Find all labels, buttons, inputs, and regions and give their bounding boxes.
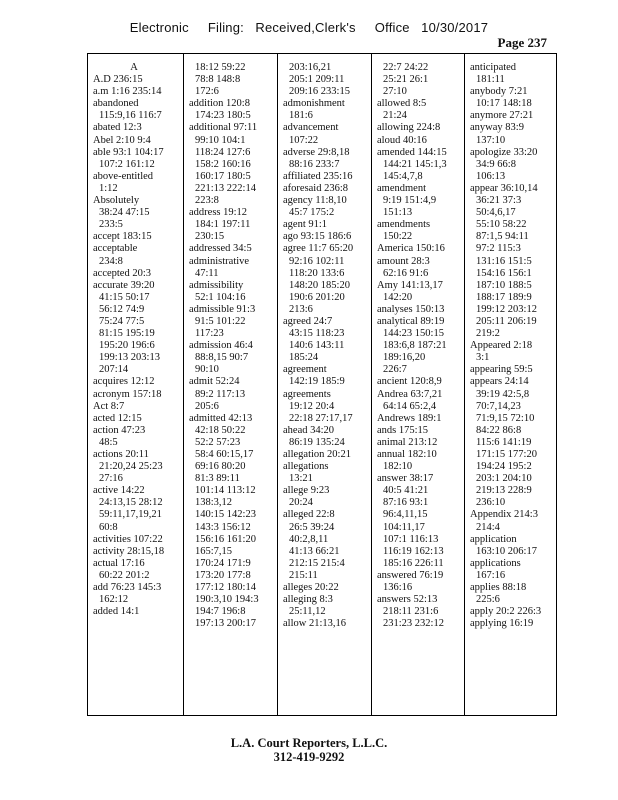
index-entry-continuation: 218:11 231:6 — [383, 606, 439, 618]
index-entry: able 93:1 104:17 — [93, 146, 164, 158]
index-entry-continuation: 234:8 — [99, 255, 123, 267]
index-entry: abated 12:3 — [93, 122, 142, 134]
index-entry-continuation: 60:22 201:2 — [99, 569, 150, 581]
index-entry-continuation: 64:14 65:2,4 — [383, 400, 437, 412]
index-entry-continuation: 226:7 — [383, 364, 407, 376]
index-entry-continuation: 75:24 77:5 — [99, 315, 145, 327]
index-entry: addressed 34:5 — [189, 243, 252, 255]
index-entry-continuation: 58:4 60:15,17 — [195, 449, 254, 460]
index-entry: ago 93:15 186:6 — [283, 231, 352, 243]
index-entry-continuation: 194:7 196:8 — [195, 606, 246, 618]
index-entry-continuation: 25:11,12 — [289, 606, 326, 618]
index-entry-continuation: 24:13,15 28:12 — [99, 497, 163, 509]
index-entry: actual 17:16 — [93, 557, 145, 569]
index-column-2 — [183, 54, 277, 715]
index-entry-continuation: 25:21 26:1 — [383, 74, 429, 86]
index-entry-continuation: 140:6 143:11 — [289, 340, 345, 352]
index-entry-continuation: 138:3,12 — [195, 497, 233, 509]
index-entry: aforesaid 236:8 — [283, 182, 349, 194]
page-number: Page 237 — [497, 35, 547, 50]
index-entry: admissibility — [189, 279, 244, 291]
index-entry-continuation: 203:1 204:10 — [476, 473, 532, 485]
index-entry-continuation: 22:7 24:22 — [383, 62, 429, 73]
index-entry-continuation: 165:7,15 — [195, 545, 233, 557]
index-entry-continuation: 213:6 — [289, 303, 313, 315]
index-entry-continuation: 177:12 180:14 — [195, 582, 256, 594]
index-entry: acceptable — [93, 243, 138, 255]
index-entry: addition 120:8 — [189, 98, 250, 110]
index-entry-continuation: 81:3 89:11 — [195, 473, 240, 485]
index-entry: action 47:23 — [93, 424, 146, 436]
index-entry-continuation: 118:24 127:6 — [195, 146, 251, 158]
index-entry: allow 21:13,16 — [283, 618, 346, 630]
index-entry-continuation: 172:6 — [195, 86, 219, 98]
index-entry: appears 24:14 — [470, 376, 529, 388]
index-entry-continuation: 181:6 — [289, 110, 313, 122]
index-entry-continuation: 45:7 175:2 — [289, 207, 335, 219]
index-entry: administrative — [189, 255, 250, 267]
index-entry-continuation: 223:8 — [195, 195, 219, 207]
index-entry: Andrews 189:1 — [377, 412, 442, 424]
index-entry: allege 9:23 — [283, 485, 330, 497]
index-entry: applications — [470, 557, 521, 569]
index-entry-continuation: 55:10 58:22 — [476, 219, 527, 231]
index-entry-continuation: 142:20 — [383, 291, 413, 303]
index-entry: agency 11:8,10 — [283, 195, 347, 207]
index-entry: above-entitled — [93, 170, 154, 182]
index-entry-continuation: 137:10 — [476, 134, 506, 146]
index-entry: appearing 59:5 — [470, 364, 533, 376]
index-entry-continuation: 18:12 59:22 — [195, 62, 246, 73]
index-entry-continuation: 40:5 41:21 — [383, 485, 429, 497]
index-entry-continuation: 36:21 37:3 — [476, 195, 522, 207]
index-entry-continuation: 167:16 — [476, 569, 506, 581]
index-entry-continuation: 92:16 102:11 — [289, 255, 345, 267]
index-entry: amount 28:3 — [377, 255, 430, 267]
index-entry-continuation: 187:10 188:5 — [476, 279, 532, 291]
index-column-3 — [277, 54, 371, 715]
index-entry: application — [470, 533, 517, 545]
index-entry: Absolutely — [93, 195, 140, 207]
index-entry: admissible 91:3 — [189, 303, 256, 315]
index-entry-continuation: 27:10 — [383, 86, 407, 98]
index-entry-continuation: 91:5 101:22 — [195, 315, 246, 327]
index-entry-continuation: 163:10 206:17 — [476, 545, 537, 557]
index-entry: apply 20:2 226:3 — [470, 606, 542, 618]
index-entry: accurate 39:20 — [93, 279, 155, 291]
index-entry-continuation: 199:13 203:13 — [99, 352, 160, 364]
index-entry-continuation: 26:5 39:24 — [289, 521, 335, 533]
index-entry: add 76:23 145:3 — [93, 582, 162, 594]
index-entry: Abel 2:10 9:4 — [93, 134, 151, 146]
index-entry: anyway 83:9 — [470, 122, 524, 134]
index-entry-continuation: 20:24 — [289, 497, 313, 509]
index-entry: agent 91:1 — [283, 219, 328, 231]
index-entry-continuation: 47:11 — [195, 267, 219, 279]
index-entry-continuation: 107:2 161:12 — [99, 158, 155, 170]
index-entry-continuation: 136:16 — [383, 582, 413, 594]
index-entry-continuation: 143:3 156:12 — [195, 521, 251, 533]
index-entry-continuation: 173:20 177:8 — [195, 569, 251, 581]
index-entry: allegation 20:21 — [283, 449, 351, 460]
index-entry-continuation: 162:12 — [99, 594, 129, 606]
index-entry: ands 175:15 — [377, 424, 429, 436]
index-entry: allowing 224:8 — [377, 122, 441, 134]
index-entry-continuation: 3:1 — [476, 352, 490, 364]
index-entry-continuation: 181:11 — [476, 74, 505, 86]
index-entry-continuation: 203:16,21 — [289, 62, 332, 73]
index-entry-continuation: 189:16,20 — [383, 352, 426, 364]
index-entry-continuation: 188:17 189:9 — [476, 291, 532, 303]
index-entry-continuation: 60:8 — [99, 521, 118, 533]
index-entry-continuation: 52:2 57:23 — [195, 436, 241, 448]
index-entry-continuation: 107:1 116:13 — [383, 533, 439, 545]
index-entry: answer 38:17 — [377, 473, 434, 485]
index-entry-continuation: 71:9,15 72:10 — [476, 412, 535, 424]
court-reporter-phone: 312-419-9292 — [273, 750, 345, 764]
index-entry-continuation: 194:24 195:2 — [476, 461, 532, 473]
index-entry-continuation: 86:19 135:24 — [289, 436, 345, 448]
index-entry-continuation: 13:21 — [289, 473, 313, 485]
index-entry-continuation: 185:16 226:11 — [383, 557, 444, 569]
index-entry-continuation: 88:8,15 90:7 — [195, 352, 249, 364]
index-entry-continuation: 171:15 177:20 — [476, 449, 537, 460]
index-entry: anybody 7:21 — [470, 86, 528, 98]
index-entry: Appendix 214:3 — [470, 509, 538, 521]
index-entry: Appeared 2:18 — [470, 340, 533, 352]
index-entry-continuation: 140:15 142:23 — [195, 509, 256, 521]
index-entry: advancement — [283, 122, 339, 134]
index-entry-continuation: 97:2 115:3 — [476, 243, 521, 255]
index-entry-continuation: 96:4,11,15 — [383, 509, 428, 521]
index-entry-continuation: 221:13 222:14 — [195, 182, 256, 194]
index-entry: admission 46:4 — [189, 340, 253, 352]
index-entry-continuation: 52:1 104:16 — [195, 291, 246, 303]
index-entry: apologize 33:20 — [470, 146, 538, 158]
index-entry-continuation: 236:10 — [476, 497, 506, 509]
index-entry: address 19:12 — [189, 207, 248, 219]
index-entry-continuation: 50:4,6,17 — [476, 207, 516, 219]
index-entry-continuation: 62:16 91:6 — [383, 267, 429, 279]
index-entry-continuation: 233:5 — [99, 219, 123, 231]
index-entry-continuation: 148:20 185:20 — [289, 279, 350, 291]
index-entry-continuation: 116:19 162:13 — [383, 545, 444, 557]
index-entry-continuation: 190:3,10 194:3 — [195, 594, 259, 606]
index-entry-continuation: 43:15 118:23 — [289, 328, 345, 340]
index-entry-continuation: 115:6 141:19 — [476, 436, 532, 448]
index-entry: appear 36:10,14 — [470, 182, 538, 194]
index-entry-continuation: 34:9 66:8 — [476, 158, 516, 170]
index-entry: aloud 40:16 — [377, 134, 427, 146]
index-entry-continuation: 231:23 232:12 — [383, 618, 444, 630]
index-entry: acquires 12:12 — [93, 376, 155, 388]
index-entry-continuation: 78:8 148:8 — [195, 74, 241, 86]
index-entry-continuation: 38:24 47:15 — [99, 207, 150, 219]
index-entry: activities 107:22 — [93, 533, 163, 545]
index-entry: agreed 24:7 — [283, 315, 333, 327]
index-entry: amendments — [377, 219, 431, 231]
index-column-4 — [371, 54, 464, 715]
index-entry-continuation: 145:4,7,8 — [383, 170, 423, 182]
index-entry: alleges 20:22 — [283, 582, 339, 594]
index-entry-continuation: 19:12 20:4 — [289, 400, 335, 412]
index-entry-continuation: 184:1 197:11 — [195, 219, 251, 231]
index-entry: animal 213:12 — [377, 436, 438, 448]
index-entry-continuation: 142:19 185:9 — [289, 376, 345, 388]
index-entry: answered 76:19 — [377, 569, 444, 581]
index-entry-continuation: 197:13 200:17 — [195, 618, 256, 630]
index-entry-continuation: 90:10 — [195, 364, 219, 376]
index-entry: annual 182:10 — [377, 449, 437, 460]
index-entry-continuation: 88:16 233:7 — [289, 158, 340, 170]
index-entry: ahead 34:20 — [283, 424, 335, 436]
index-entry: abandoned — [93, 98, 139, 110]
index-entry: anticipated — [470, 62, 517, 73]
index-entry-continuation: 84:22 86:8 — [476, 424, 522, 436]
index-entry: actions 20:11 — [93, 449, 149, 460]
index-entry: admonishment — [283, 98, 345, 110]
index-entry-continuation: 150:22 — [383, 231, 413, 243]
index-entry-continuation: 205:11 206:19 — [476, 315, 537, 327]
index-entry: amended 144:15 — [377, 146, 447, 158]
index-entry-continuation: 212:15 215:4 — [289, 557, 345, 569]
index-entry-continuation: 158:2 160:16 — [195, 158, 251, 170]
index-entry-continuation: 101:14 113:12 — [195, 485, 256, 497]
index-entry: analyses 150:13 — [377, 303, 445, 315]
index-entry: A.D 236:15 — [93, 74, 143, 86]
index-section-letter: A — [130, 62, 138, 73]
index-entry-continuation: 185:24 — [289, 352, 319, 364]
index-entry-continuation: 106:13 — [476, 170, 506, 182]
index-entry-continuation: 219:13 228:9 — [476, 485, 532, 497]
index-entry-continuation: 195:20 196:6 — [99, 340, 155, 352]
index-entry-continuation: 131:16 151:5 — [476, 255, 532, 267]
index-entry-continuation: 10:17 148:18 — [476, 98, 532, 110]
index-entry: ancient 120:8,9 — [377, 376, 442, 388]
index-entry-continuation: 160:17 180:5 — [195, 170, 251, 182]
court-reporter-name: L.A. Court Reporters, L.L.C. — [230, 736, 388, 750]
index-entry: applying 16:19 — [470, 618, 534, 630]
index-entry: applies 88:18 — [470, 582, 527, 594]
index-entry-continuation: 69:16 80:20 — [195, 461, 246, 473]
index-entry-continuation: 183:6,8 187:21 — [383, 340, 447, 352]
index-entry-continuation: 22:18 27:17,17 — [289, 412, 353, 424]
index-entry: alleging 8:3 — [283, 594, 333, 606]
index-entry-continuation: 42:18 50:22 — [195, 424, 246, 436]
index-entry: anymore 27:21 — [470, 110, 534, 122]
index-entry-continuation: 87:16 93:1 — [383, 497, 429, 509]
index-entry-continuation: 59:11,17,19,21 — [99, 509, 162, 521]
index-entry-continuation: 156:16 161:20 — [195, 533, 256, 545]
index-entry-continuation: 182:10 — [383, 461, 413, 473]
index-entry: Act 8:7 — [93, 400, 125, 412]
index-entry-continuation: 205:1 209:11 — [289, 74, 345, 86]
index-entry: America 150:16 — [377, 243, 445, 255]
index-entry-continuation: 115:9,16 116:7 — [99, 110, 162, 122]
index-entry: a.m 1:16 235:14 — [93, 86, 162, 98]
index-entry-continuation: 154:16 156:1 — [476, 267, 532, 279]
index-entry-continuation: 56:12 74:9 — [99, 303, 145, 315]
index-entry: accept 183:15 — [93, 231, 152, 243]
index-entry: added 14:1 — [93, 606, 140, 618]
index-entry-continuation: 225:6 — [476, 594, 500, 606]
index-entry: acronym 157:18 — [93, 388, 162, 400]
index-column-5 — [464, 54, 556, 715]
index-entry-continuation: 89:2 117:13 — [195, 388, 246, 400]
index-entry-continuation: 41:15 50:17 — [99, 291, 150, 303]
index-entry-continuation: 214:4 — [476, 521, 500, 533]
index-entry-continuation: 170:24 171:9 — [195, 557, 251, 569]
index-entry-continuation: 21:20,24 25:23 — [99, 461, 163, 473]
index-entry: alleged 22:8 — [283, 509, 335, 521]
index-entry: Andrea 63:7,21 — [377, 388, 443, 400]
index-entry: answers 52:13 — [377, 594, 438, 606]
index-entry-continuation: 207:14 — [99, 364, 129, 376]
index-entry-continuation: 40:2,8,11 — [289, 533, 329, 545]
index-entry: allowed 8:5 — [377, 98, 427, 110]
index-entry-continuation: 151:13 — [383, 207, 413, 219]
index-entry-continuation: 9:19 151:4,9 — [383, 195, 437, 207]
index-entry-continuation: 81:15 195:19 — [99, 328, 155, 340]
index-entry-continuation: 87:1,5 94:11 — [476, 231, 529, 243]
index-entry: analytical 89:19 — [377, 315, 445, 327]
index-entry-continuation: 144:21 145:1,3 — [383, 158, 447, 170]
index-entry-continuation: 199:12 203:12 — [476, 303, 537, 315]
index-column-1 — [88, 54, 183, 715]
index-entry-continuation: 118:20 133:6 — [289, 267, 345, 279]
index-entry: agreements — [283, 388, 331, 400]
index-entry-continuation: 107:22 — [289, 134, 319, 146]
index-entry: activity 28:15,18 — [93, 545, 165, 557]
electronic-filing-header: Electronic Filing: Received,Clerk's Office 10/30/2017 — [129, 20, 489, 35]
index-entry-continuation: 21:24 — [383, 110, 407, 122]
index-entry-continuation: 27:16 — [99, 473, 123, 485]
index-entry: additional 97:11 — [189, 122, 258, 134]
index-entry-continuation: 174:23 180:5 — [195, 110, 251, 122]
index-entry: Amy 141:13,17 — [377, 279, 443, 291]
index-entry: accepted 20:3 — [93, 267, 152, 279]
index-entry-continuation: 230:15 — [195, 231, 225, 243]
index-entry-continuation: 117:23 — [195, 328, 224, 340]
index-entry: acted 12:15 — [93, 412, 142, 424]
index-entry-continuation: 70:7,14,23 — [476, 400, 521, 412]
index-entry-continuation: 219:2 — [476, 328, 500, 340]
index-entry-continuation: 190:6 201:20 — [289, 291, 345, 303]
index-entry-continuation: 144:23 150:15 — [383, 328, 444, 340]
index-entry: agreement — [283, 364, 327, 376]
index-entry-continuation: 205:6 — [195, 400, 219, 412]
index-entry: affiliated 235:16 — [283, 170, 353, 182]
index-entry-continuation: 104:11,17 — [383, 521, 425, 533]
index-entry-continuation: 209:16 233:15 — [289, 86, 350, 98]
index-entry: active 14:22 — [93, 485, 145, 497]
index-entry-continuation: 215:11 — [289, 569, 318, 581]
index-entry: allegations — [283, 461, 329, 473]
index-entry: adverse 29:8,18 — [283, 146, 350, 158]
word-index-frame — [87, 53, 557, 716]
index-entry: agree 11:7 65:20 — [283, 243, 354, 255]
index-entry: admitted 42:13 — [189, 412, 253, 424]
index-entry: admit 52:24 — [189, 376, 240, 388]
index-entry-continuation: 48:5 — [99, 436, 118, 448]
index-entry-continuation: 1:12 — [99, 182, 118, 194]
index-entry-continuation: 99:10 104:1 — [195, 134, 246, 146]
index-entry: amendment — [377, 182, 426, 194]
index-entry-continuation: 41:13 66:21 — [289, 545, 340, 557]
index-entry-continuation: 39:19 42:5,8 — [476, 388, 530, 400]
